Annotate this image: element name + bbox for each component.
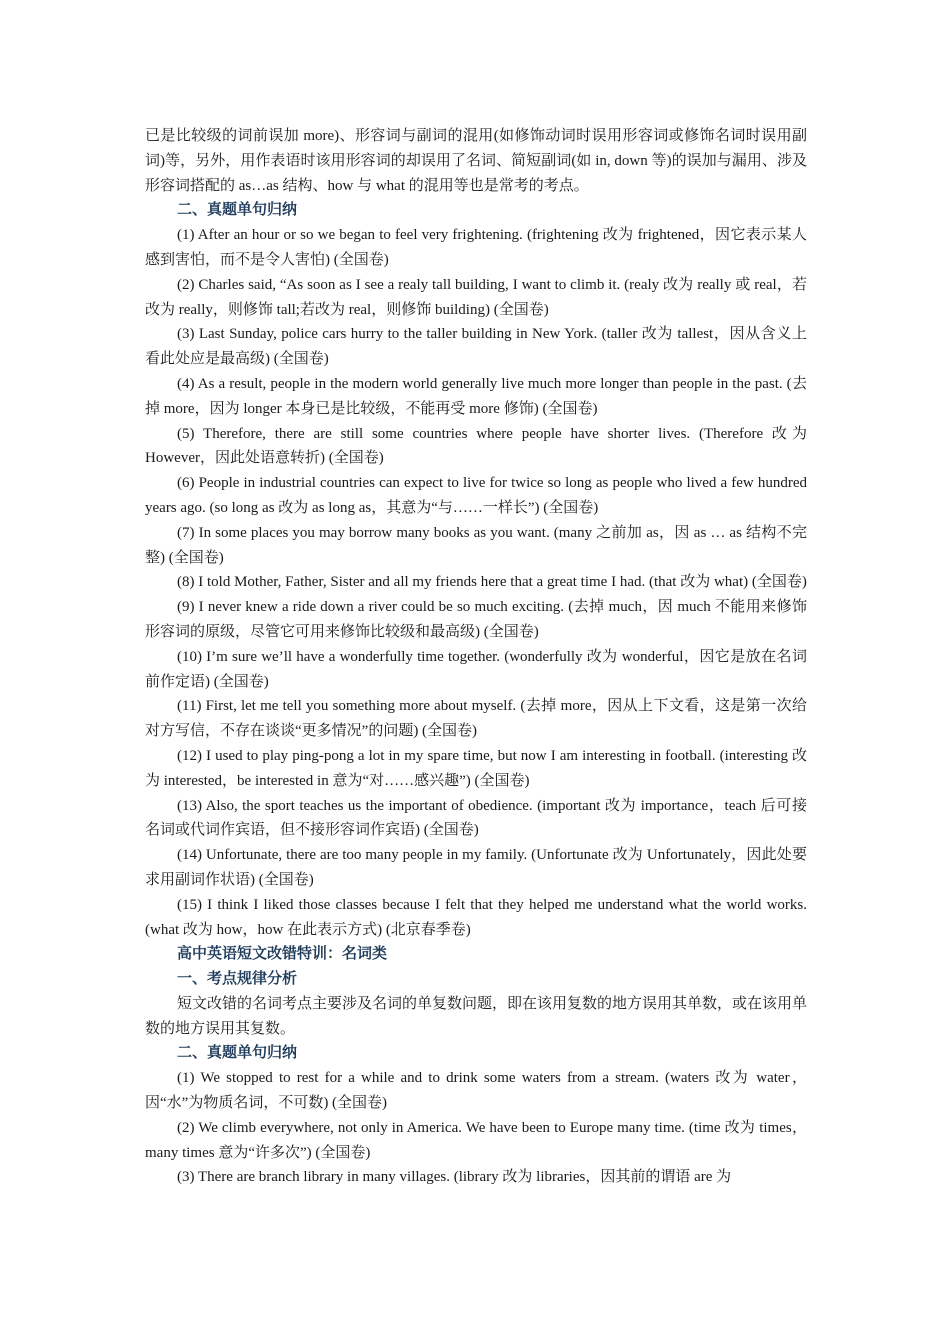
section-heading-sentences: 二、真题单句归纳 [177, 1045, 298, 1062]
example-item: (8) I told Mother, Father, Sister and all my friends here that a great time I had. (that 改为 what) (全国卷) [177, 574, 807, 591]
example-item: (3) Last Sunday, police cars hurry to the taller building in New York. (taller 改为 tallest，因从含义上看此处应是最高级) (全国卷) [145, 326, 807, 368]
paragraph-analysis: 短文改错的名词考点主要涉及名词的单复数问题，即在该用复数的地方误用其单数，或在该用单数的地方误用其复数。 [145, 995, 808, 1037]
example-item: (2) Charles said, “As soon as I see a realy tall building, I want to climb it. (realy 改为 really 或 real，若改为 really，则修饰 tall;若改为 real，则修饰 building) (全国卷) [145, 276, 807, 318]
section-heading-sentences: 二、真题单句归纳 [177, 202, 298, 219]
section-title-nouns: 高中英语短文改错特训：名词类 [177, 946, 388, 963]
example-item: (12) I used to play ping-pong a lot in my spare time, but now I am interesting in football. (interesting 改为 interested，be interested in 意为“对……感兴趣”) (全国卷) [145, 747, 807, 789]
paragraph-intro: 已是比较级的词前误加 more)、形容词与副词的混用(如修饰动词时误用形容词或修饰名词时误用副词)等，另外，用作表语时该用形容词的却误用了名词、简短副词(如 in, down 等)的误加与漏用、涉及形容词搭配的 as…as 结构、how 与 what 的混用等也是常考的考点。 [145, 128, 807, 194]
example-item: (1) We stopped to rest for a while and to drink some waters from a stream. (waters 改为 water，因“水”为物质名词，不可数) (全国卷) [145, 1070, 807, 1112]
example-item: (5) Therefore, there are still some countries where people have shorter lives. (Therefore 改为 However，因此处语意转折) (全国卷) [145, 425, 807, 467]
document-page [145, 124, 807, 1190]
example-item: (15) I think I liked those classes because I felt that they helped me understand what the world works. (what 改为 how，how 在此表示方式) (北京春季卷) [145, 896, 807, 938]
example-item: (6) People in industrial countries can expect to live for twice so long as people who lived a few hundred years ago. (so long as 改为 as long as，其意为“与……一样长”) (全国卷) [145, 475, 807, 516]
example-item: (4) As a result, people in the modern world generally live much more longer than people in the past. (去掉 more，因为 longer 本身已是比较级，不能再受 more 修饰) (全国卷) [145, 375, 807, 417]
example-item: (10) I’m sure we’ll have a wonderfully time together. (wonderfully 改为 wonderful，因它是放在名词前作定语) (全国卷) [145, 648, 807, 690]
example-item: (2) We climb everywhere, not only in America. We have been to Europe many time. (time 改为 times，many times 意为“许多次”) (全国卷) [145, 1119, 807, 1161]
example-item: (11) First, let me tell you something more about myself. (去掉 more，因从上下文看，这是第一次给对方写信，不存在谈谈“更多情况”的问题) (全国卷) [145, 698, 807, 740]
section-heading-analysis: 一、考点规律分析 [177, 971, 298, 988]
example-item: (14) Unfortunate, there are too many people in my family. (Unfortunate 改为 Unfortunately，因此处要求用副词作状语) (全国卷) [145, 847, 807, 888]
example-item: (7) In some places you may borrow many books as you want. (many 之前加 as，因 as … as 结构不完整) (全国卷) [145, 524, 807, 566]
example-item: (3) There are branch library in many villages. (library 改为 libraries，因其前的谓语 are 为 [177, 1169, 732, 1186]
example-item: (9) I never knew a ride down a river could be so much exciting. (去掉 much，因 much 不能用来修饰形容词的原级，尽管它可用来修饰比较级和最高级) (全国卷) [145, 599, 807, 640]
example-item: (1) After an hour or so we began to feel very frightening. (frightening 改为 frightened，因它表示某人感到害怕，而不是令人害怕) (全国卷) [145, 227, 807, 268]
example-item: (13) Also, the sport teaches us the important of obedience. (important 改为 importance，teach 后可接名词或代词作宾语，但不接形容词作宾语) (全国卷) [145, 797, 807, 839]
